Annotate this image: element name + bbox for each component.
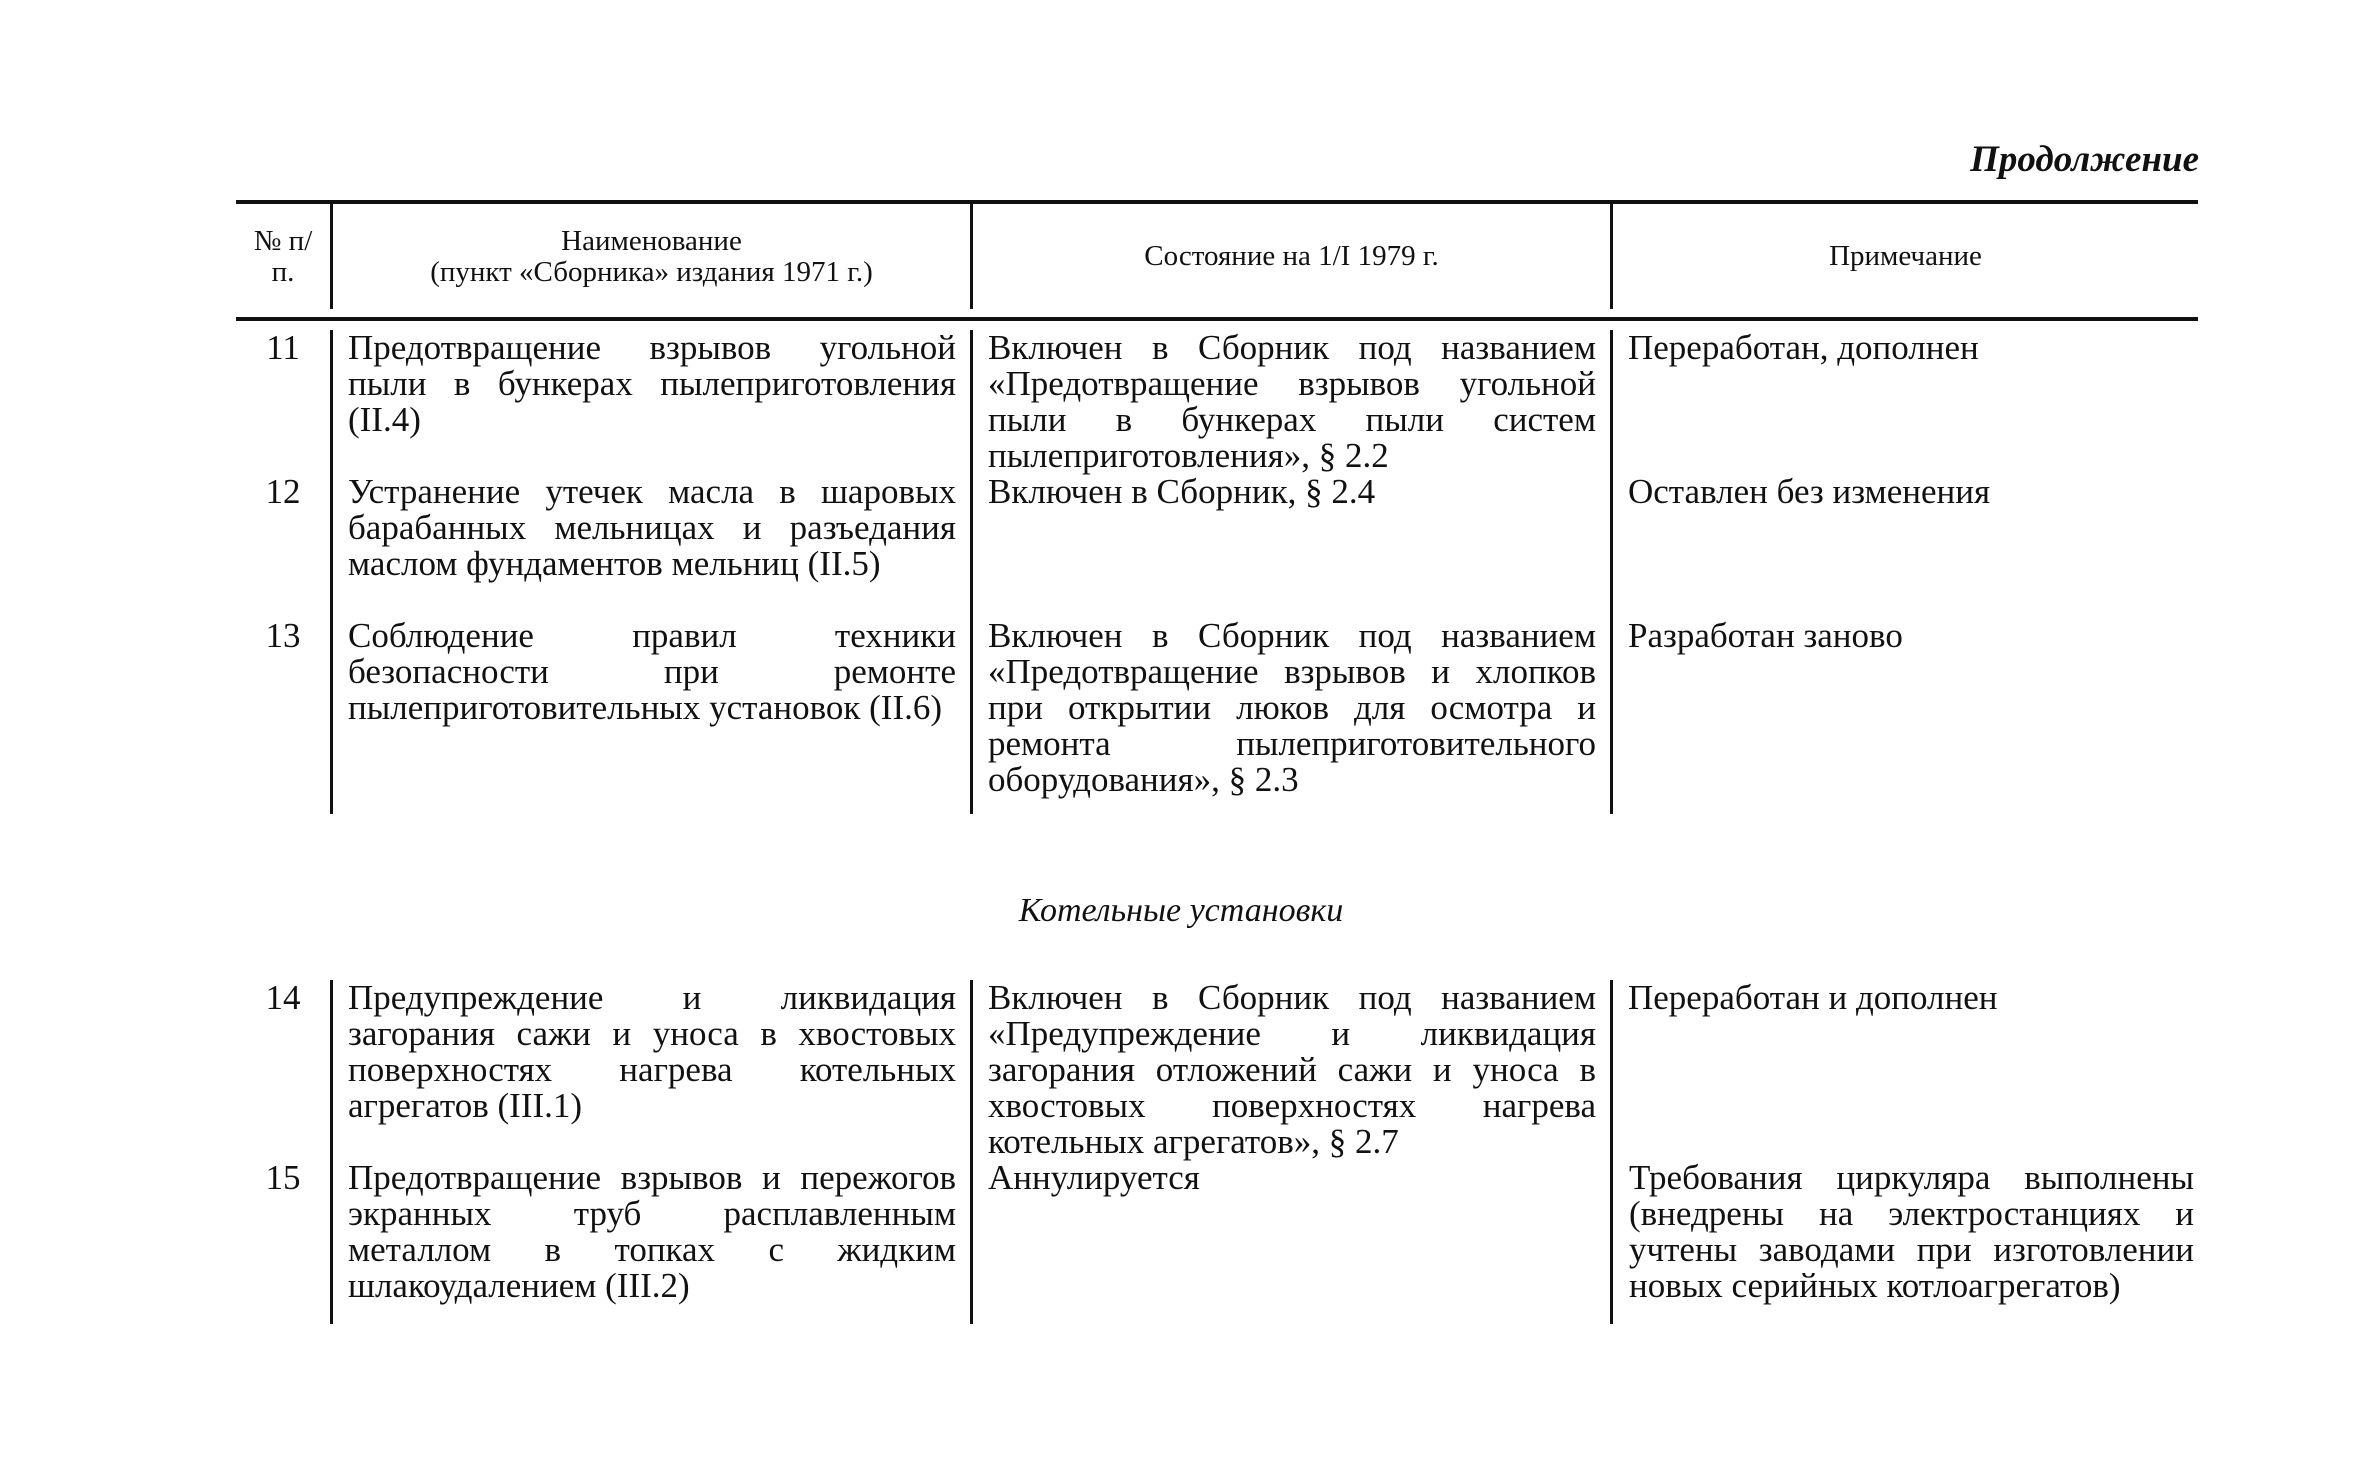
row-15-name: Предотвращение взрывов и пережогов экранных труб расплавленным металлом в топках с жидким шлакоудалением (III.2) xyxy=(333,1160,973,1324)
header-name xyxy=(333,204,973,309)
row-13-state: Включен в Сборник под названием «Предотвращение взрывов и хлопков при открытии люков для осмотра и ремонта пылеприготовительного оборудования», § 2.3 xyxy=(973,618,1613,814)
row-12-note: Оставлен без изменения xyxy=(1628,472,1991,511)
row-11-state: Включен в Сборник под названием «Предотвращение взрывов угольной пыли в бункерах пыли систем пылеприготовления», § 2.2 xyxy=(973,330,1613,474)
header-note: Примечание xyxy=(1829,240,1982,272)
row-15-state: Аннулируется xyxy=(973,1160,1613,1324)
table-body-part2 xyxy=(236,980,2198,1324)
header-name-line1: Наименование xyxy=(561,224,742,257)
table-header xyxy=(236,200,2198,321)
continuation-label: Продолжение xyxy=(1970,139,2199,180)
row-14-name: Предупреждение и ликвидация загорания сажи и уноса в хвостовых поверхностях нагрева котельных агрегатов (III.1) xyxy=(333,980,973,1160)
row-12-state: Включен в Сборник, § 2.4 xyxy=(973,474,1613,618)
row-15-num: 15 xyxy=(236,1160,333,1324)
table-body-part1 xyxy=(236,330,2198,814)
header-state: Состояние на 1/I 1979 г. xyxy=(973,204,1613,309)
row-14-note: Переработан и дополнен xyxy=(1628,978,1998,1017)
row-11-num: 11 xyxy=(236,330,333,474)
row-11-note: Переработан, дополнен xyxy=(1628,328,1979,367)
header-num: № п/п. xyxy=(236,204,333,309)
row-13-note: Разработан заново xyxy=(1628,616,1903,655)
row-14-num: 14 xyxy=(236,980,333,1160)
section-title: Котельные установки xyxy=(1018,892,1344,929)
row-13-name: Соблюдение правил техники безопасности при ремонте пылеприготовительных установок (II.6) xyxy=(333,618,973,814)
row-15-note: Требования циркуляра выполнены (внедрены на электростанциях и учтены заводами при изготовлении новых серийных котлоагрегатов) xyxy=(1629,1158,2194,1305)
header-name-line2: (пункт «Сборника» издания 1971 г.) xyxy=(430,255,873,288)
row-11-name: Предотвращение взрывов угольной пыли в бункерах пылеприготовления (II.4) xyxy=(333,330,973,474)
row-12-name: Устранение утечек масла в шаровых барабанных мельницах и разъедания маслом фундаментов мельниц (II.5) xyxy=(333,474,973,618)
row-14-state: Включен в Сборник под названием «Предупреждение и ликвидация загорания отложений сажи и уноса в хвостовых поверхностях нагрева котельных агрегатов», § 2.7 xyxy=(973,980,1613,1160)
row-13-num: 13 xyxy=(236,618,333,814)
row-12-num: 12 xyxy=(236,474,333,618)
